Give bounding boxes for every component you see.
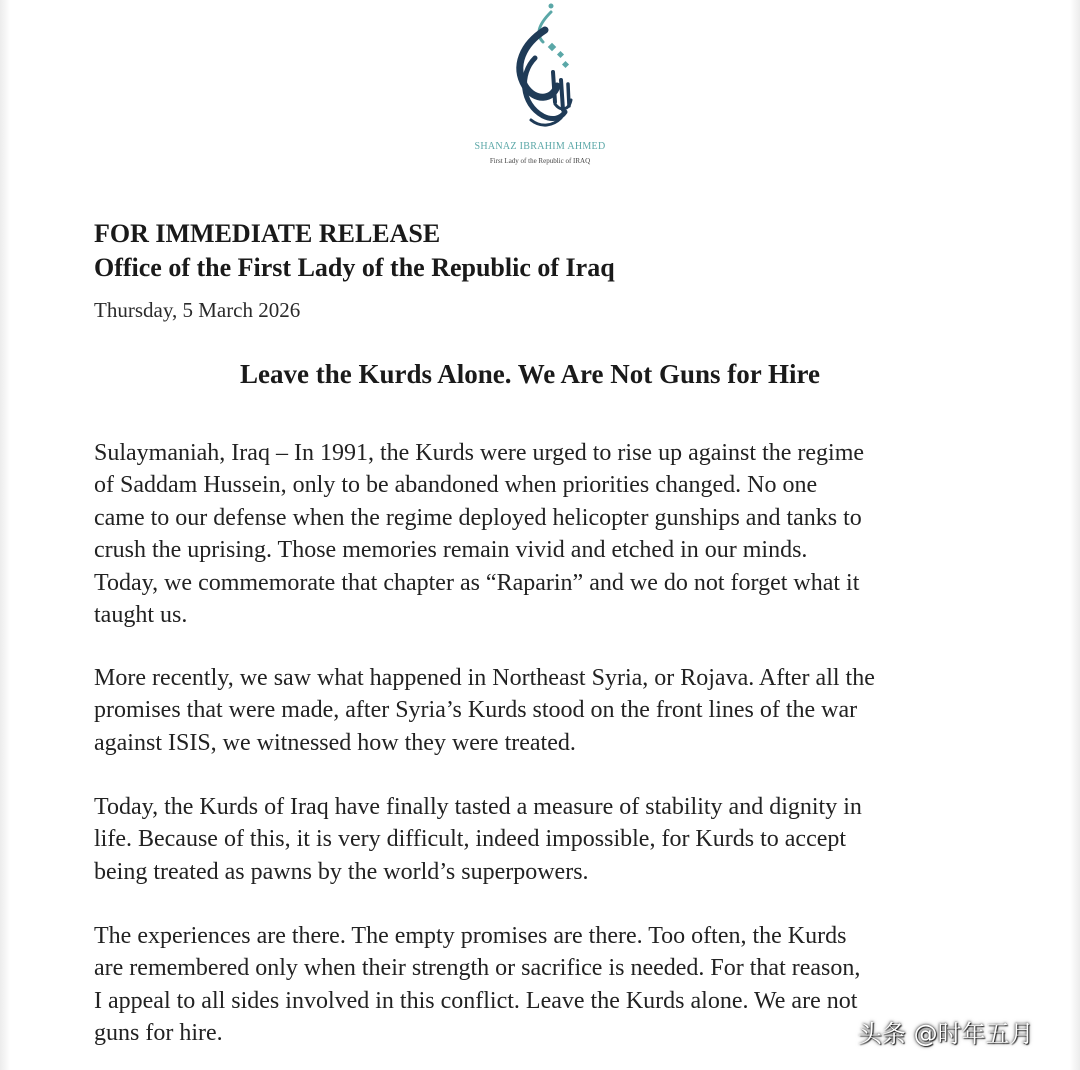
paragraph-line: guns for hire. — [94, 1020, 223, 1047]
paragraph-line: being treated as pawns by the world’s superpowers. — [94, 858, 589, 885]
office-title: Office of the First Lady of the Republic of Iraq — [94, 253, 615, 282]
paragraph-line: The experiences are there. The empty promises are there. Too often, the Kurds — [94, 923, 847, 949]
paragraph-line: came to our defense when the regime deployed helicopter gunships and tanks to — [94, 504, 862, 531]
calligraphy-logo-icon — [495, 0, 585, 136]
letterhead-subtitle: First Lady of the Republic of IRAQ — [489, 157, 591, 165]
paragraph-line: life. Because of this, it is very difficult, indeed impossible, for Kurds to accept — [94, 826, 847, 853]
paragraph-line: Today, we commemorate that chapter as “Raparin” and we do not forget what it — [94, 569, 860, 596]
release-date: Thursday, 5 March 2026 — [94, 298, 301, 322]
headline: Leave the Kurds Alone. We Are Not Guns for Hire — [240, 359, 820, 389]
page-edge-left — [0, 0, 10, 1070]
paragraph-1 — [94, 437, 994, 631]
paragraph-3 — [94, 791, 994, 888]
letterhead-name: SHANAZ IBRAHIM AHMED — [474, 141, 606, 152]
paragraph-2 — [94, 662, 994, 759]
paragraph-line: Sulaymaniah, Iraq – In 1991, the Kurds were urged to rise up against the regime — [94, 440, 865, 466]
paragraph-line: against ISIS, we witnessed how they were treated. — [94, 729, 576, 756]
paragraph-line: crush the uprising. Those memories remain vivid and etched in our minds. — [94, 537, 808, 564]
paragraph-line: of Saddam Hussein, only to be abandoned when priorities changed. No one — [94, 472, 818, 499]
paragraph-line: Today, the Kurds of Iraq have finally tasted a measure of stability and dignity in — [94, 794, 862, 820]
letterhead — [440, 0, 640, 172]
paragraph-line: are remembered only when their strength or sacrifice is needed. For that reason, — [94, 955, 861, 982]
paragraph-line: taught us. — [94, 602, 188, 629]
source-watermark: 头条 @时年五月 — [858, 1020, 1034, 1048]
release-label: FOR IMMEDIATE RELEASE — [94, 219, 441, 248]
paragraph-line: promises that were made, after Syria’s Kurds stood on the front lines of the war — [94, 697, 858, 724]
page-edge-right — [1070, 0, 1080, 1070]
paragraph-line: I appeal to all sides involved in this conflict. Leave the Kurds alone. We are not — [94, 987, 858, 1014]
paragraph-line: More recently, we saw what happened in Northeast Syria, or Rojava. After all the — [94, 665, 875, 691]
